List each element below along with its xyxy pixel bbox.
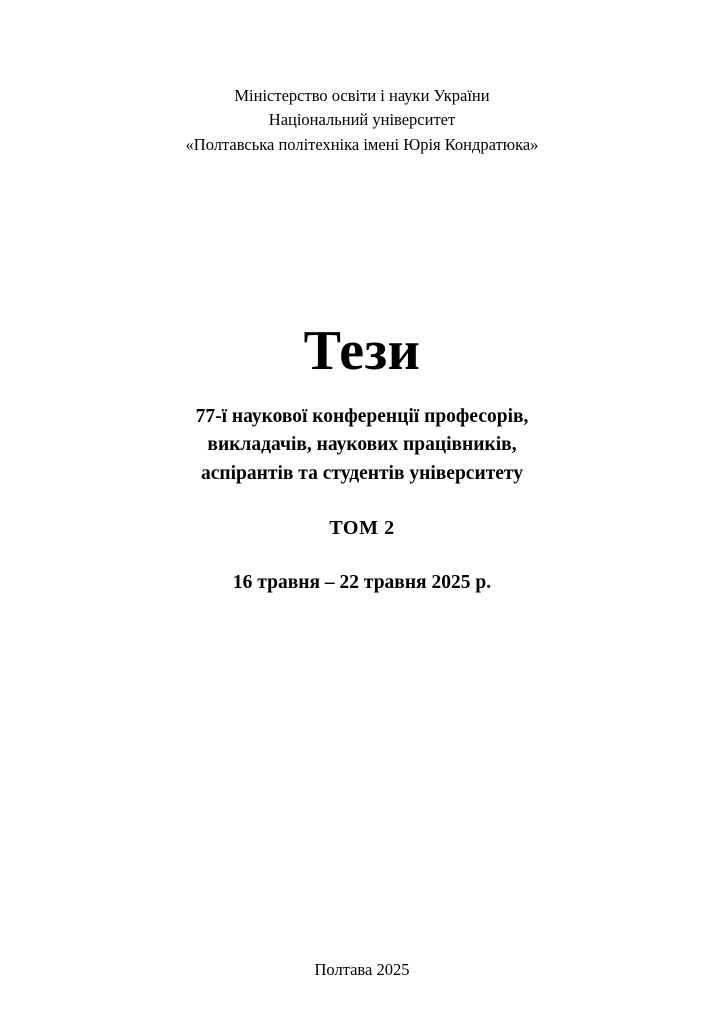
page-title: Тези bbox=[303, 320, 421, 382]
title-block bbox=[0, 322, 724, 594]
subtitle-line-3: аспірантів та студентів університету bbox=[200, 463, 524, 485]
subtitle-line-1: 77-ї наукової конференції професорів, bbox=[195, 405, 529, 427]
subtitle-line-2: викладачів, наукових працівників, bbox=[207, 434, 517, 456]
volume-label: ТОМ 2 bbox=[329, 516, 395, 539]
university-line: Національний університет bbox=[268, 110, 456, 130]
publisher-header bbox=[0, 84, 724, 157]
conference-dates: 16 травня – 22 травня 2025 р. bbox=[232, 571, 492, 593]
ministry-line: Міністерство освіти і науки України bbox=[234, 86, 490, 105]
imprint-text: Полтава 2025 bbox=[314, 960, 410, 979]
university-name-line: «Полтавська політехніка імені Юрія Кондратюка» bbox=[185, 134, 539, 154]
imprint-footer bbox=[0, 960, 724, 980]
conference-subtitle bbox=[0, 403, 724, 489]
